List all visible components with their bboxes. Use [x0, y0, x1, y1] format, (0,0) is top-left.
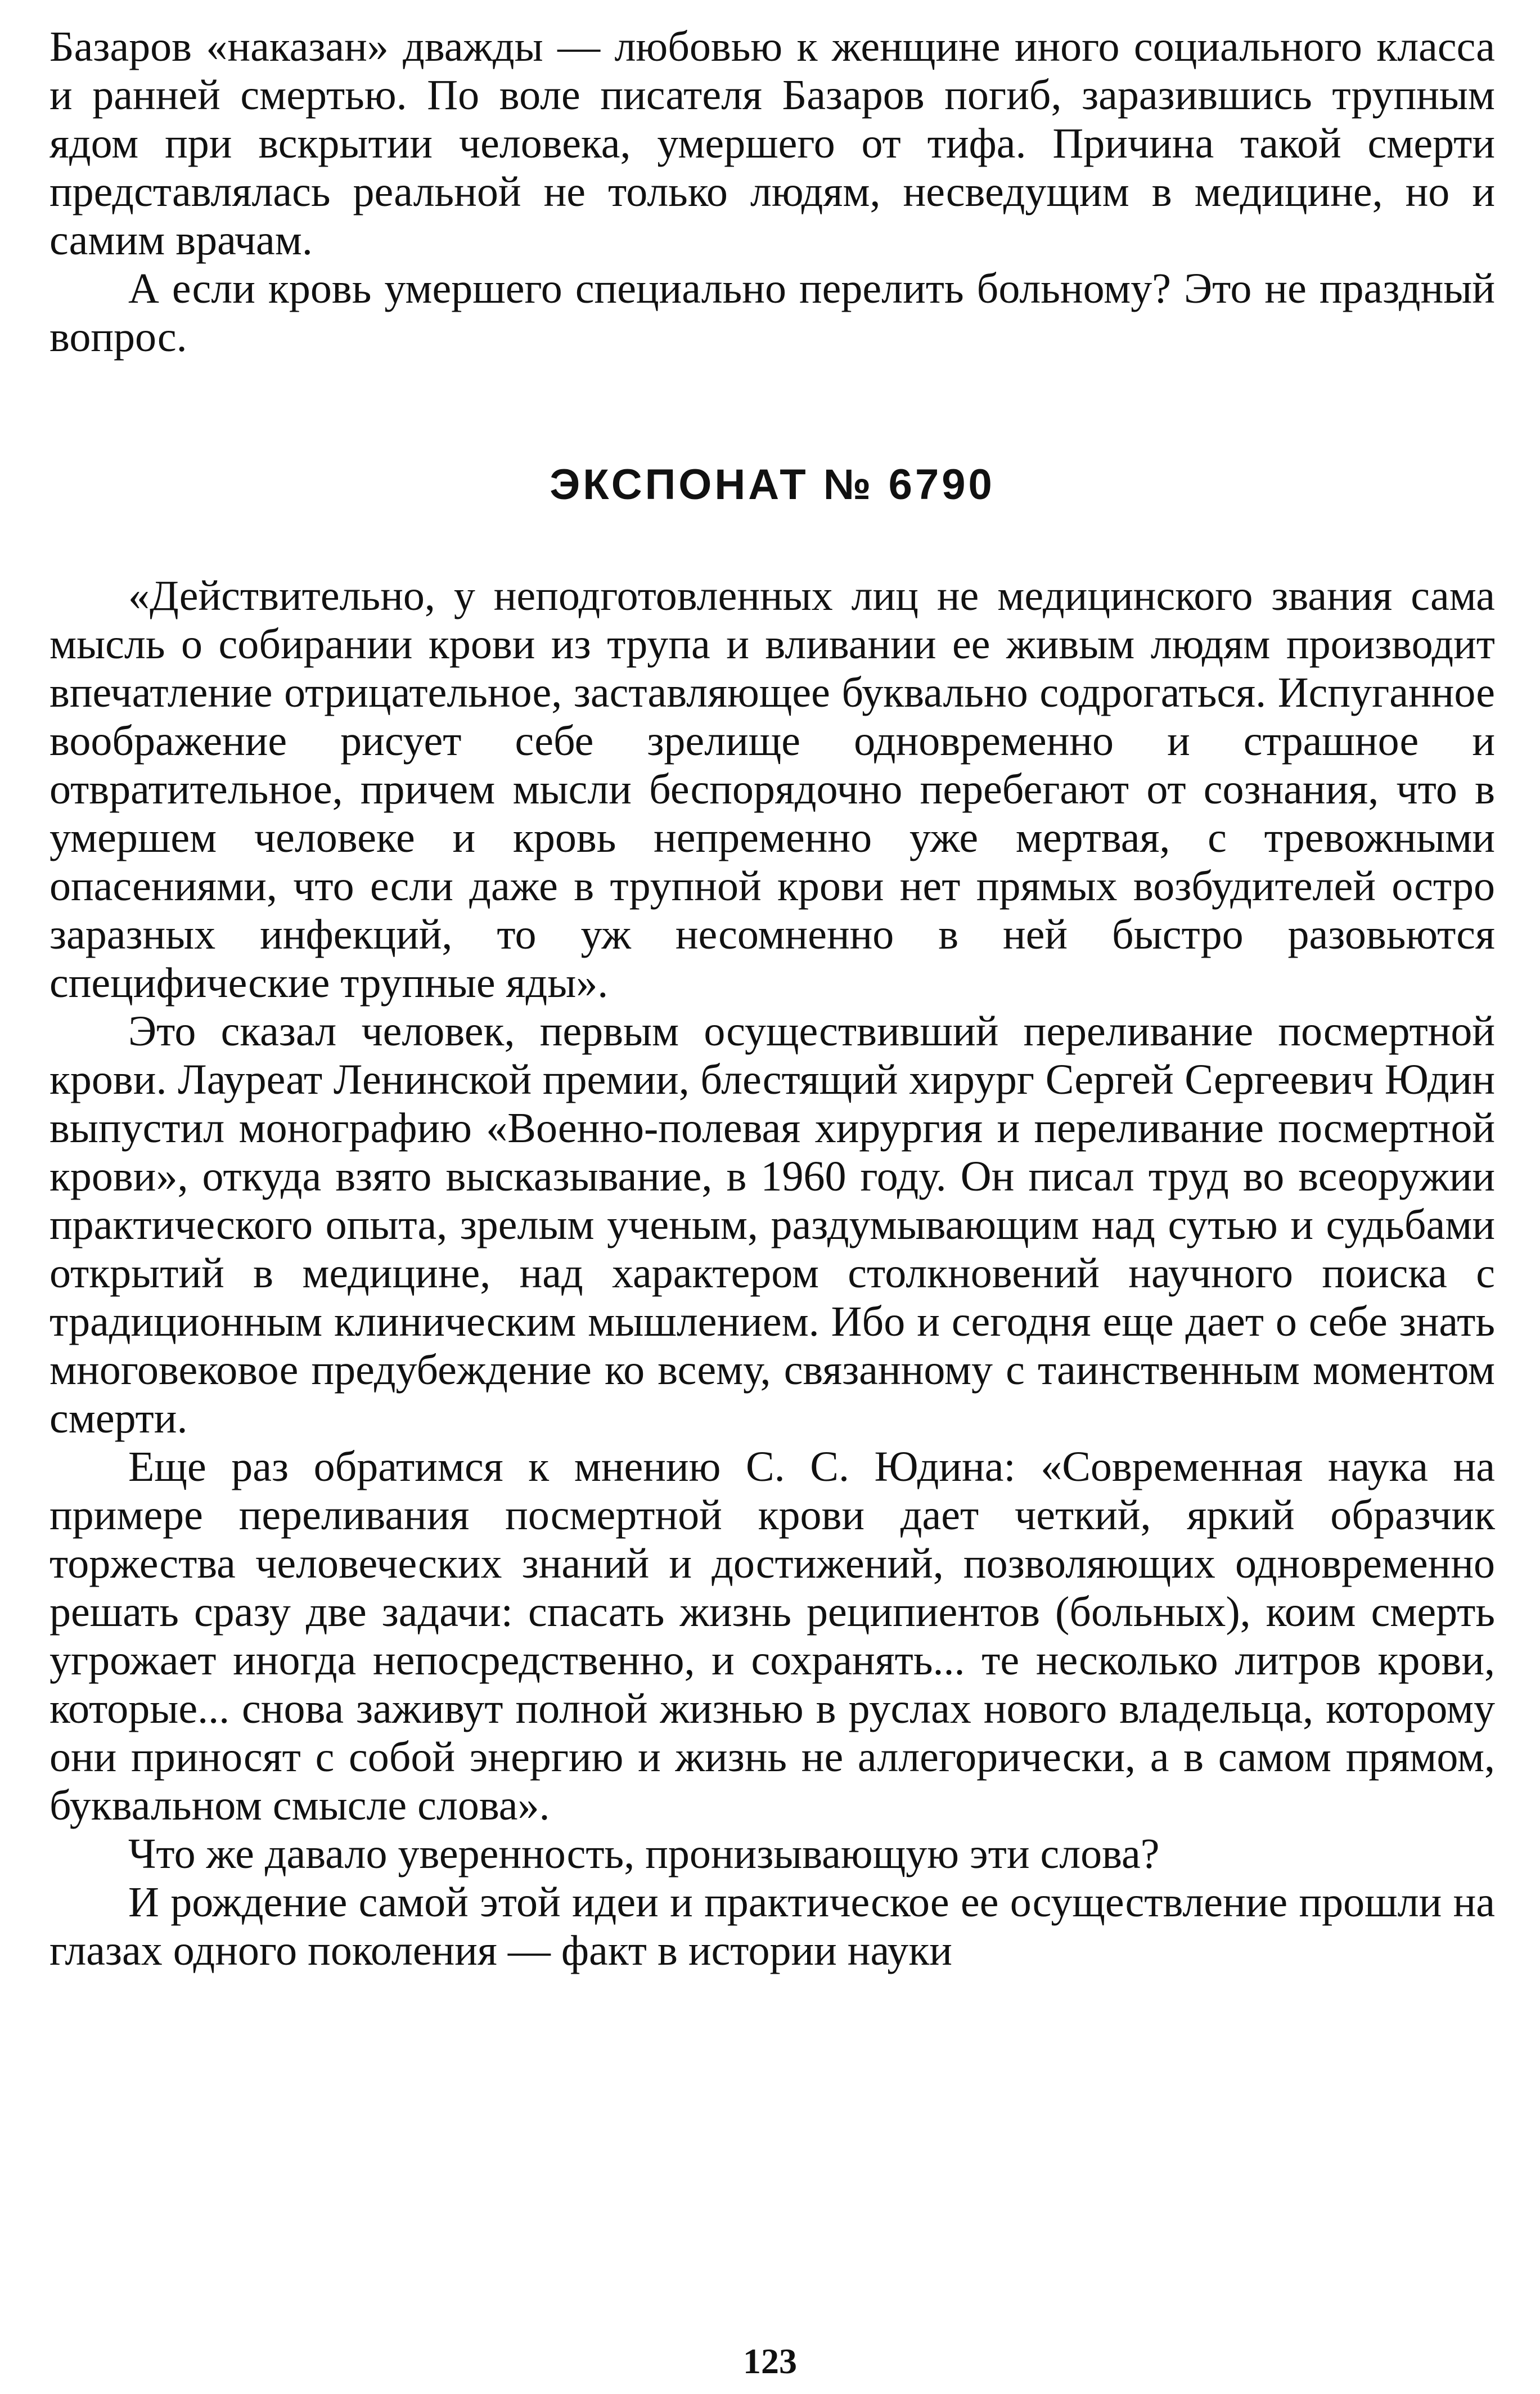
- book-page: [49, 23, 1495, 1975]
- paragraph-4: Это сказал человек, первым осуществивший переливание посмертной крови. Лауреат Ленинской премии, блестящий хирург Сергей Сергеевич Юдин выпустил монографию «Военно-полевая хирургия и переливание посмертной крови», откуда взято высказывание, в 1960 году. Он писал труд во всеоружии практического опыта, зрелым ученым, раздумывающим над сутью и судьбами открытий в медицине, над характером столкновений научного поиска с традиционным клиническим мышлением. Ибо и сегодня еще дает о себе знать многовековое предубеждение ко всему, связанному с таинственным моментом смерти.: [49, 1008, 1495, 1442]
- paragraph-3: «Действительно, у неподготовленных лиц не медицинского звания сама мысль о собирании крови из трупа и вливании ее живым людям производит впечатление отрицательное, заставляющее буквально содрогаться. Испуганное воображение рисует себе зрелище одновременно и страшное и отвратительное, причем мысли беспорядочно перебегают от сознания, что в умершем человеке и кровь непременно уже мертвая, с тревожными опасениями, что если даже в трупной крови нет прямых возбудителей остро заразных инфекций, то уж несомненно в ней быстро разовьются специфические трупные яды».: [49, 572, 1495, 1007]
- section-heading: ЭКСПОНАТ № 6790: [550, 461, 995, 509]
- paragraph-1: Базаров «наказан» дважды — любовью к женщине иного социального класса и ранней смертью. По воле писателя Базаров погиб, заразившись трупным ядом при вскрытии человека, умершего от тифа. Причина такой смерти представлялась реальной не только людям, несведущим в медицине, но и самим врачам.: [49, 23, 1495, 264]
- paragraph-5: Еще раз обратимся к мнению С. С. Юдина: «Современная наука на примере переливания посмертной крови дает четкий, яркий образчик торжества человеческих знаний и достижений, позволяющих одновременно решать сразу две задачи: спасать жизнь реципиентов (больных), коим смерть угрожает иногда непосредственно, и сохранять... те несколько литров крови, которые... снова заживут полной жизнью в руслах нового владельца, которому они приносят с собой энергию и жизнь не аллегорически, а в самом прямом, буквальном смысле слова».: [49, 1443, 1495, 1829]
- paragraph-7: И рождение самой этой идеи и практическое ее осуществление прошли на глазах одного поколения — факт в истории науки: [49, 1879, 1495, 1974]
- page-number: 123: [743, 2341, 797, 2381]
- section-spacer: [49, 361, 1495, 457]
- paragraph-6: Что же давало уверенность, пронизывающую эти слова?: [128, 1830, 1160, 1878]
- paragraph-2: А если кровь умершего специально перелить больному? Это не праздный вопрос.: [49, 265, 1495, 361]
